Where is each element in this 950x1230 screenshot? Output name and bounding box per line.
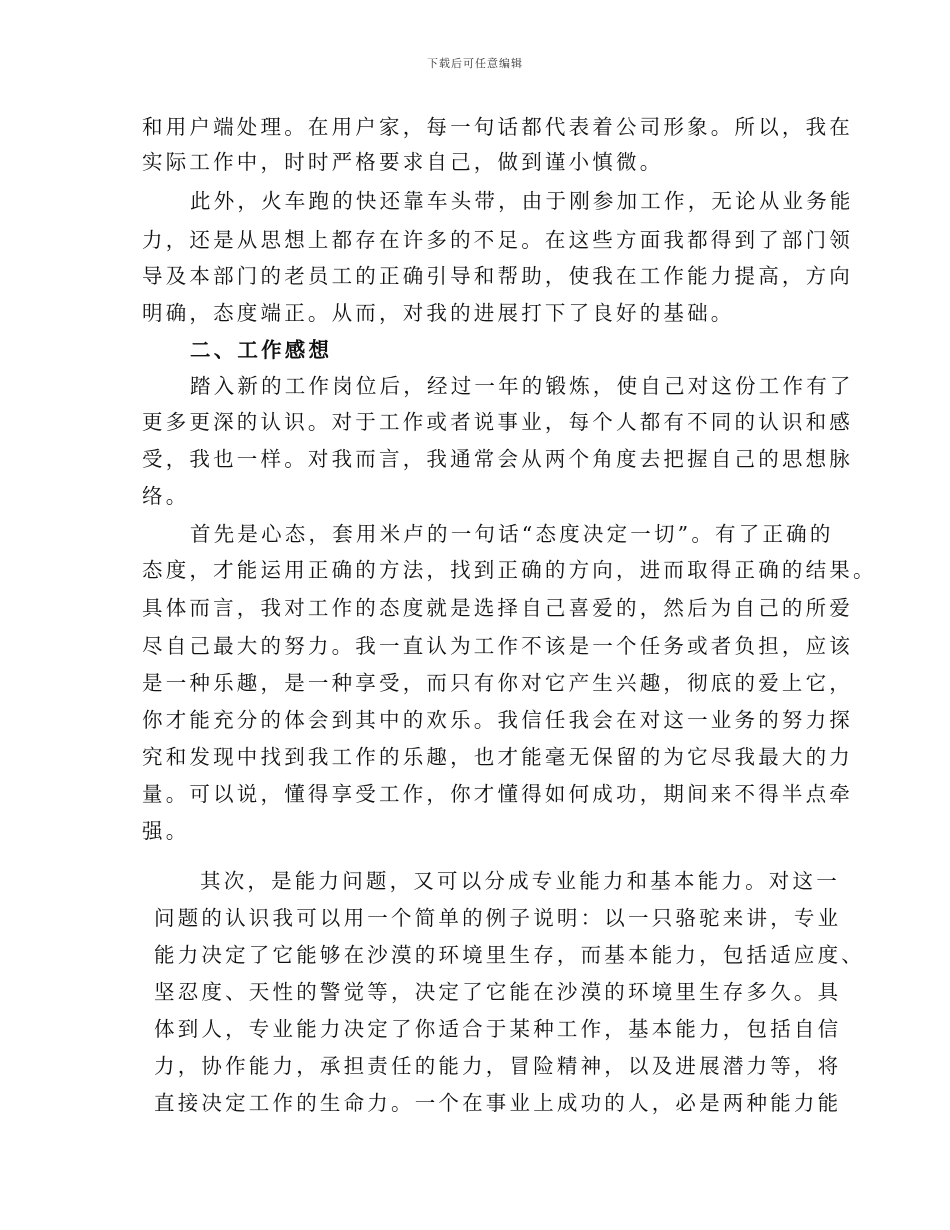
page-header: 下载后可任意编辑 xyxy=(427,57,523,70)
paragraph-line: 首先是心态，套用米卢的一句话“态度决定一切”。有了正确的 xyxy=(190,522,834,546)
paragraph-line: 此外，火车跑的快还靠车头带，由于刚参加工作，无论从业务能 xyxy=(190,189,854,213)
paragraph-line: 直接决定工作的生命力。一个在事业上成功的人，必是两种能力能 xyxy=(154,1091,842,1115)
paragraph-line: 踏入新的工作岗位后，经过一年的锻炼，使自己对这份工作有了 xyxy=(190,374,854,398)
paragraph-line: 力，协作能力，承担责任的能力，冒险精神，以及进展潜力等，将 xyxy=(154,1054,842,1078)
paragraph-line: 其次，是能力问题，又可以分成专业能力和基本能力。对这一 xyxy=(200,869,840,893)
paragraph-line: 态度，才能运用正确的方法，找到正确的方向，进而取得正确的结果。 xyxy=(142,558,877,582)
paragraph-line: 强。 xyxy=(142,819,190,843)
paragraph-line: 实际工作中，时时严格要求自己，做到谨小慎微。 xyxy=(142,150,664,174)
paragraph-line: 力，还是从思想上都存在许多的不足。在这些方面我都得到了部门领 xyxy=(142,228,853,252)
paragraph-line: 是一种乐趣，是一种享受，而只有你对它产生兴趣，彻底的爱上它， xyxy=(142,671,853,695)
paragraph-line: 具体而言，我对工作的态度就是选择自己喜爱的，然后为自己的所爱 xyxy=(142,596,853,620)
paragraph-line: 和用户端处理。在用户家，每一句话都代表着公司形象。所以，我在 xyxy=(142,115,853,139)
paragraph-line: 明确，态度端正。从而，对我的进展打下了良好的基础。 xyxy=(142,301,735,325)
paragraph-line: 量。可以说，懂得享受工作，你才懂得如何成功，期间来不得半点牵 xyxy=(142,782,853,806)
paragraph-line: 更多更深的认识。对于工作或者说事业，每个人都有不同的认识和感 xyxy=(142,410,853,434)
paragraph-line: 体到人，专业能力决定了你适合于某种工作，基本能力，包括自信 xyxy=(154,1017,842,1041)
paragraph-line: 受，我也一样。对我而言，我通常会从两个角度去把握自己的思想脉 xyxy=(142,447,853,471)
paragraph-line: 络。 xyxy=(142,484,190,508)
paragraph-line: 导及本部门的老员工的正确引导和帮助，使我在工作能力提高，方向 xyxy=(142,264,853,288)
paragraph-line: 能力决定了它能够在沙漠的环境里生存，而基本能力，包括适应度、 xyxy=(154,943,865,967)
paragraph-line: 坚忍度、天性的警觉等，决定了它能在沙漠的环境里生存多久。具 xyxy=(154,980,842,1004)
paragraph-line: 究和发现中找到我工作的乐趣，也才能毫无保留的为它尽我最大的力 xyxy=(142,745,853,769)
paragraph-line: 你才能充分的体会到其中的欢乐。我信任我会在对这一业务的努力探 xyxy=(142,708,853,732)
paragraph-line: 问题的认识我可以用一个简单的例子说明：以一只骆驼来讲，专业 xyxy=(154,906,842,930)
section-heading: 二、工作感想 xyxy=(190,338,333,362)
paragraph-line: 尽自己最大的努力。我一直认为工作不该是一个任务或者负担，应该 xyxy=(142,634,853,658)
